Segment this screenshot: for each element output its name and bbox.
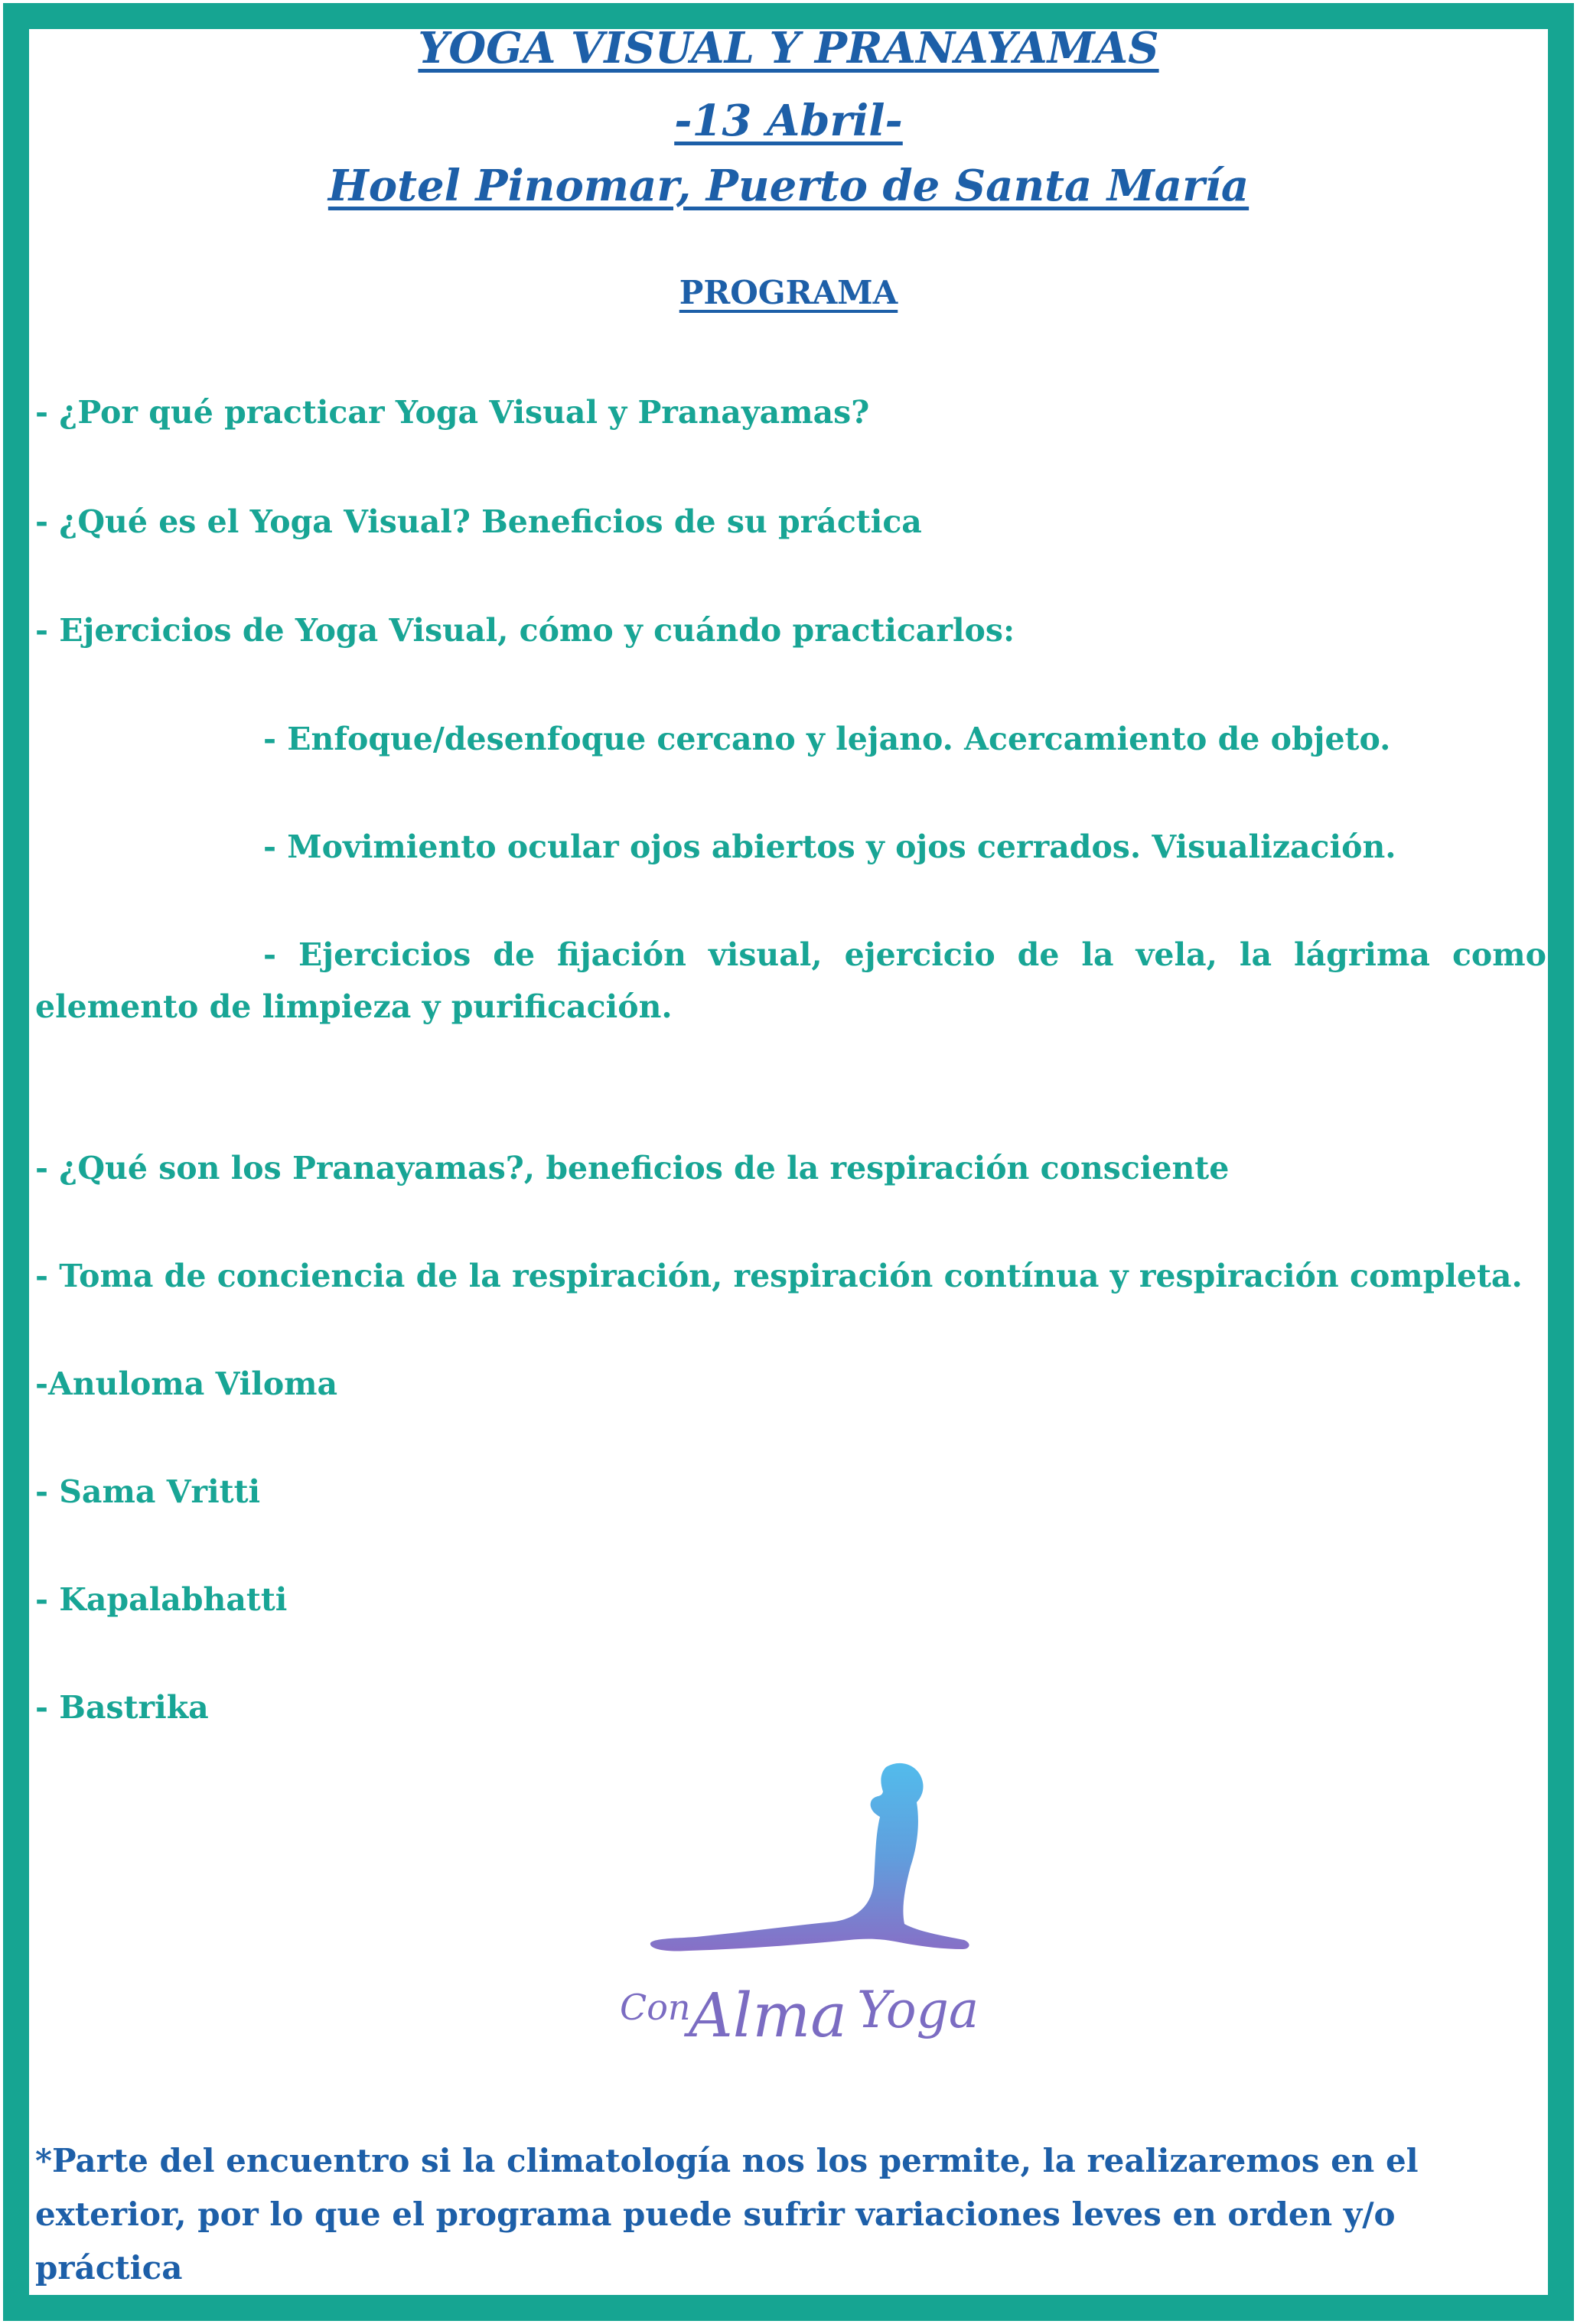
program-item: - ¿Qué es el Yoga Visual? Beneficios de su práctica bbox=[35, 503, 922, 540]
program-item: - Toma de conciencia de la respiración, respiración contínua y respiración completa. bbox=[35, 1258, 1523, 1294]
program-heading: PROGRAMA bbox=[679, 274, 898, 311]
program-item: - Ejercicios de Yoga Visual, cómo y cuándo practicarlos: bbox=[35, 612, 1015, 649]
logo-text-alma: Alma bbox=[689, 1980, 847, 2051]
program-item: - ¿Por qué practicar Yoga Visual y Pranayamas? bbox=[35, 394, 870, 431]
program-item: - Bastrika bbox=[35, 1689, 209, 1726]
program-subitem: - Ejercicios de fijación visual, ejercicio de la vela, la lágrima como elemento de limpieza y purificación. bbox=[35, 936, 1546, 1025]
program-item: -Anuloma Viloma bbox=[35, 1365, 338, 1402]
footnote: *Parte del encuentro si la climatología nos los permite, la realizaremos en el exterior, por lo que el programa puede sufrir variaciones leves en orden y/o práctica bbox=[35, 2142, 1419, 2287]
event-date: -13 Abril- bbox=[674, 96, 903, 146]
logo-text-con: Con bbox=[620, 1987, 691, 2028]
event-venue: Hotel Pinomar, Puerto de Santa María bbox=[327, 161, 1250, 211]
logo-text-yoga: Yoga bbox=[857, 1981, 979, 2039]
program-item: - Sama Vritti bbox=[35, 1473, 261, 1510]
program-subitem: - Enfoque/desenfoque cercano y lejano. Acercamiento de objeto. bbox=[263, 721, 1391, 757]
yoga-cobra-pose-figure bbox=[650, 1763, 969, 1951]
program-item: - ¿Qué son los Pranayamas?, beneficios de la respiración consciente bbox=[35, 1150, 1230, 1186]
program-item: - Kapalabhatti bbox=[35, 1581, 288, 1618]
con-alma-yoga-logo bbox=[604, 1752, 1033, 2073]
event-title: YOGA VISUAL Y PRANAYAMAS bbox=[418, 23, 1159, 73]
program-subitem: - Movimiento ocular ojos abiertos y ojos cerrados. Visualización. bbox=[263, 828, 1396, 865]
